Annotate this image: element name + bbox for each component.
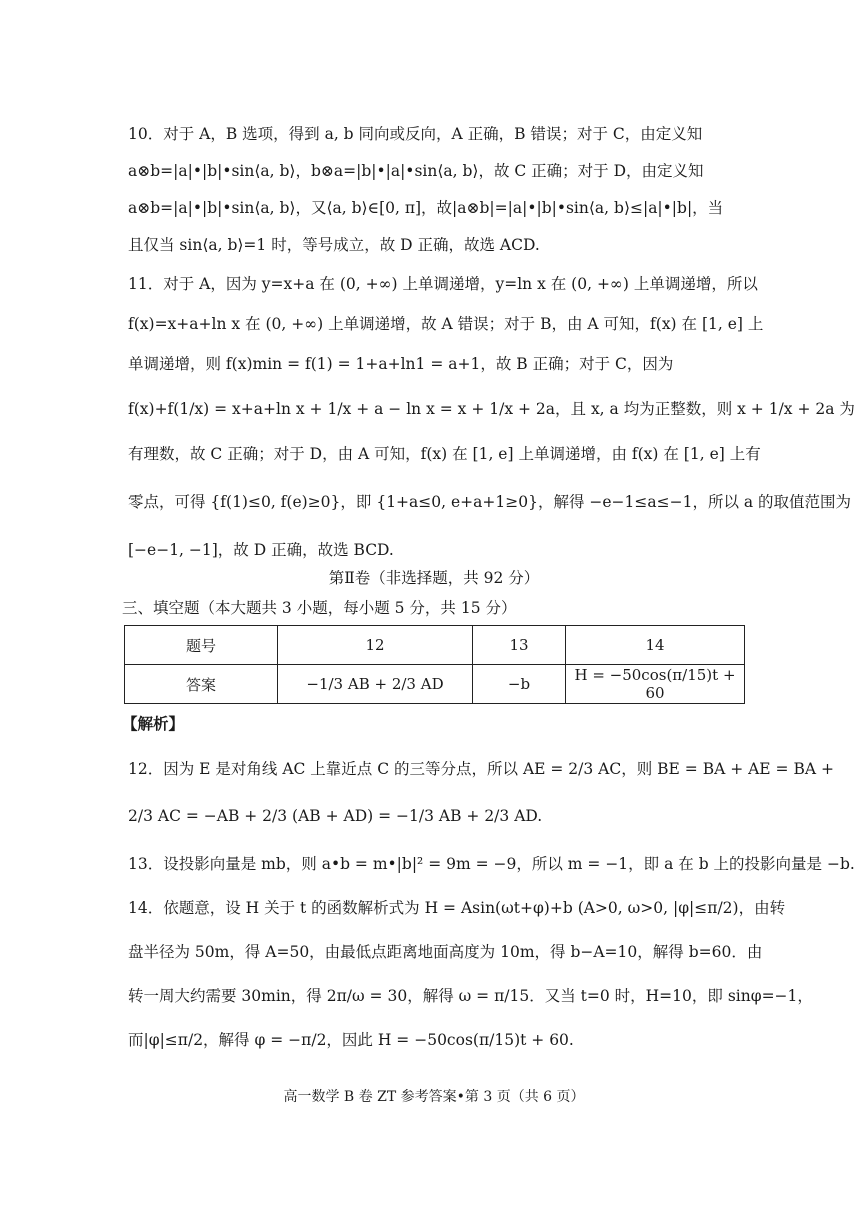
analysis-heading: 【解析】 bbox=[122, 714, 185, 733]
q14-line-2: 盘半径为 50m，得 A=50，由最低点距离地面高度为 10m，得 b−A=10，解得 b=60．由 bbox=[128, 943, 763, 961]
q13-line-1: 13．设投影向量是 mb，则 a•b = m•|b|² = 9m = −9，所以 m = −1，即 a 在 b 上的投影向量是 −b. bbox=[128, 855, 855, 873]
question-14-cell: 14 bbox=[566, 626, 745, 665]
q11-line-5: 有理数，故 C 正确；对于 D，由 A 可知，f(x) 在 [1, e] 上单调递增，由 f(x) 在 [1, e] 上有 bbox=[128, 445, 761, 463]
page-footer: 高一数学 B 卷 ZT 参考答案•第 3 页（共 6 页） bbox=[283, 1089, 585, 1105]
answer-12-cell: −1/3 AB + 2/3 AD bbox=[278, 665, 473, 704]
q11-solution bbox=[128, 264, 855, 570]
q11-line-6: 零点，可得 {f(1)≤0, f(e)≥0}，即 {1+a≤0, e+a+1≥0}，解得 −e−1≤a≤−1，所以 a 的取值范围为 bbox=[128, 493, 852, 511]
q10-line-3: a⊗b=|a|•|b|•sin⟨a, b⟩，又⟨a, b⟩∈[0, π]，故|a⊗b|=|a|•|b|•sin⟨a, b⟩≤|a|•|b|，当 bbox=[128, 199, 724, 217]
q14-solution bbox=[128, 886, 813, 1062]
q10-line-2: a⊗b=|a|•|b|•sin⟨a, b⟩，b⊗a=|b|•|a|•sin⟨a, b⟩，故 C 正确；对于 D，由定义知 bbox=[128, 162, 704, 180]
section-title: 第Ⅱ卷（非选择题，共 92 分） bbox=[328, 569, 540, 587]
q13-solution bbox=[128, 846, 855, 883]
q11-line-2: f(x)=x+a+ln x 在 (0, +∞) 上单调递增，故 A 错误；对于 B，由 A 可知，f(x) 在 [1, e] 上 bbox=[128, 315, 764, 333]
answer-table bbox=[124, 625, 745, 704]
q11-line-3: 单调递增，则 f(x)min = f(1) = 1+a+ln1 = a+1，故 B 正确；对于 C，因为 bbox=[128, 355, 674, 373]
row-label-cell: 答案 bbox=[125, 665, 278, 704]
q12-line-2: 2/3 AC = −AB + 2/3 (AB + AD) = −1/3 AB + 2/3 AD. bbox=[128, 807, 543, 825]
table-row bbox=[125, 665, 745, 704]
q11-line-1: 11．对于 A，因为 y=x+a 在 (0, +∞) 上单调递增，y=ln x 在 (0, +∞) 上单调递增，所以 bbox=[128, 275, 758, 293]
question-13-cell: 13 bbox=[473, 626, 566, 665]
q10-line-1: 10．对于 A，B 选项，得到 a, b 同向或反向，A 正确，B 错误；对于 C，由定义知 bbox=[128, 125, 703, 143]
q10-solution bbox=[128, 116, 746, 264]
header-label-cell: 题号 bbox=[125, 626, 278, 665]
q12-line-1: 12．因为 E 是对角线 AC 上靠近点 C 的三等分点，所以 AE = 2/3 AC，则 BE = BA + AE = BA + bbox=[128, 760, 834, 778]
answer-14-cell: H = −50cos(π/15)t + 60 bbox=[566, 665, 745, 704]
q14-line-1: 14．依题意，设 H 关于 t 的函数解析式为 H = Asin(ωt+φ)+b (A>0, ω>0, |φ|≤π/2)，由转 bbox=[128, 899, 786, 917]
q10-line-4: 且仅当 sin⟨a, b⟩=1 时，等号成立，故 D 正确，故选 ACD. bbox=[128, 236, 540, 254]
fill-in-heading: 三、填空题（本大题共 3 小题，每小题 5 分，共 15 分） bbox=[122, 599, 517, 617]
question-12-cell: 12 bbox=[278, 626, 473, 665]
q12-solution bbox=[128, 748, 834, 842]
q14-line-3: 转一周大约需要 30min，得 2π/ω = 30，解得 ω = π/15．又当 t=0 时，H=10，即 sinφ=−1， bbox=[128, 987, 813, 1005]
answer-13-cell: −b bbox=[473, 665, 566, 704]
q11-line-4: f(x)+f(1/x) = x+a+ln x + 1/x + a − ln x = x + 1/x + 2a，且 x, a 均为正整数，则 x + 1/x + 2a 为 bbox=[128, 400, 855, 418]
q11-line-7: [−e−1, −1]，故 D 正确，故选 BCD. bbox=[128, 541, 394, 559]
table-row bbox=[125, 626, 745, 665]
q14-line-4: 而|φ|≤π/2，解得 φ = −π/2，因此 H = −50cos(π/15)t + 60. bbox=[128, 1031, 574, 1049]
